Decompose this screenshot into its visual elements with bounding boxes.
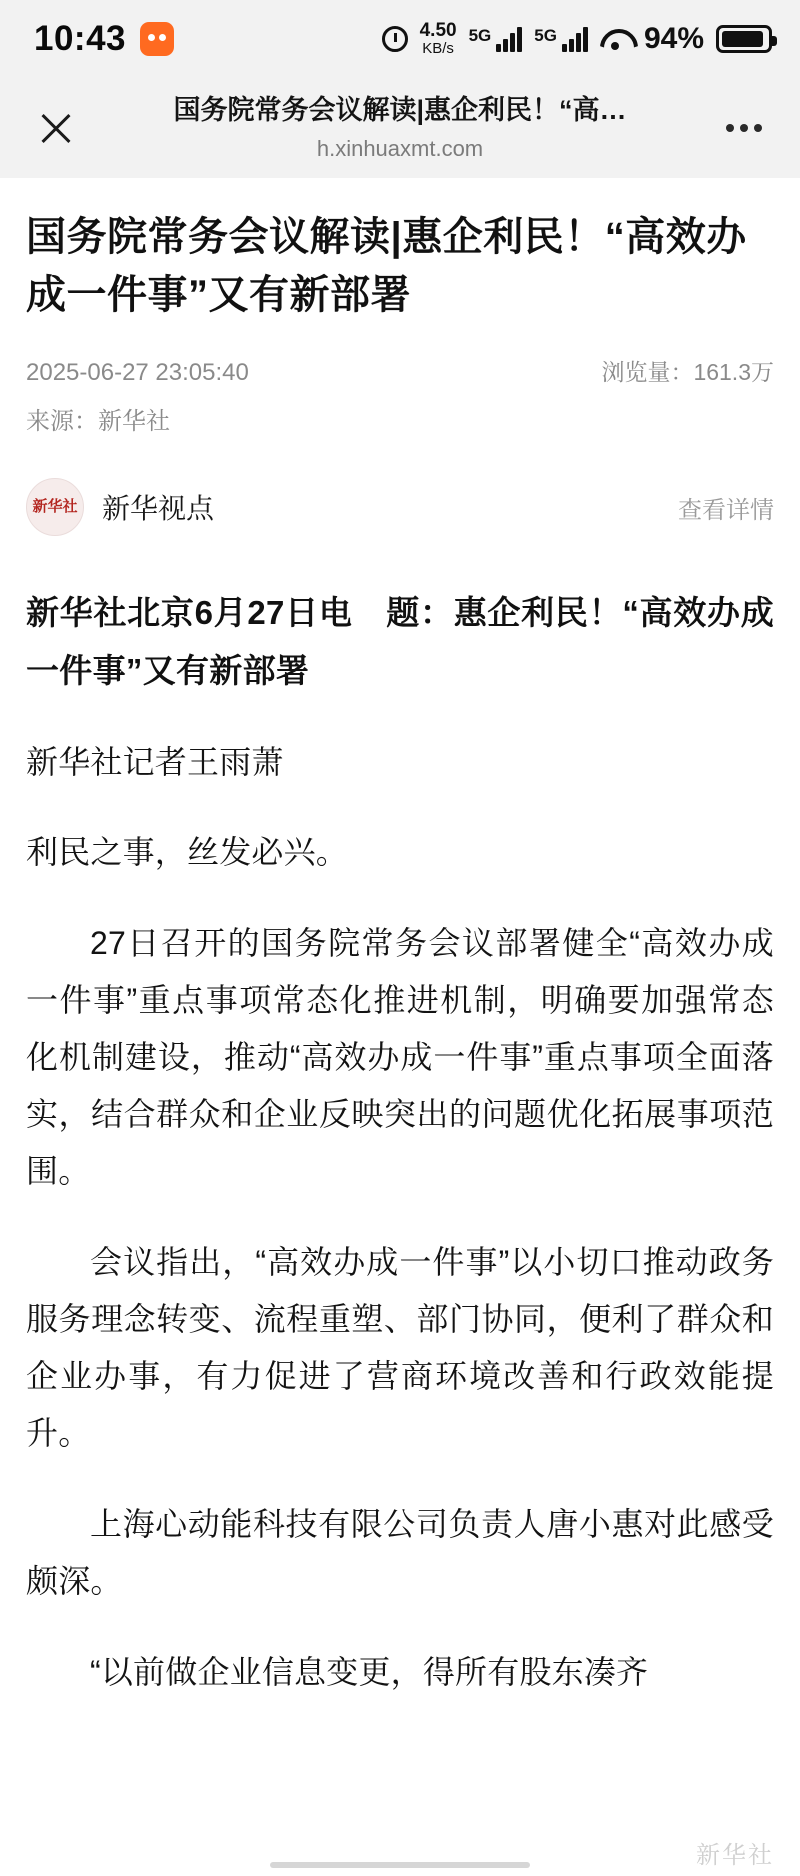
xinhua-logo-icon bbox=[26, 478, 84, 536]
page-title: 国务院常务会议解读|惠企利民！“高… bbox=[173, 95, 627, 126]
status-bar-left bbox=[34, 19, 174, 59]
article-paragraph: 新华社记者王雨萧 bbox=[26, 743, 284, 780]
source-label: 来源： bbox=[26, 408, 98, 435]
signal-indicator-1 bbox=[469, 26, 523, 52]
account-name: 新华视点 bbox=[102, 493, 215, 524]
article-container[interactable] bbox=[0, 178, 800, 1876]
view-count-label: 浏览量： bbox=[601, 359, 694, 385]
page-host: h.xinhuaxmt.com bbox=[316, 135, 484, 161]
article-body bbox=[26, 584, 774, 1701]
wifi-icon bbox=[600, 27, 630, 51]
network-speed-unit: KB/s bbox=[422, 40, 454, 58]
network-speed bbox=[420, 21, 457, 57]
close-icon[interactable] bbox=[26, 98, 86, 158]
battery-fill bbox=[722, 31, 763, 47]
signal-1-label: 5G bbox=[468, 26, 492, 45]
article-paragraph: 27日召开的国务院常务会议部署健全“高效办成一件事”重点事项常态化推进机制，明确要加强常态化机制建设，推动“高效办成一件事”重点事项全面落实，结合群众和企业反映突出的问题优化拓展事项范围。 bbox=[26, 925, 774, 1190]
account-detail-link[interactable]: 查看详情 bbox=[678, 496, 774, 524]
article-paragraph: 上海心动能科技有限公司负责人唐小惠对此感受颇深。 bbox=[26, 1505, 774, 1599]
source-watermark: 新华社 bbox=[696, 1842, 774, 1869]
account-card[interactable] bbox=[26, 478, 774, 536]
network-speed-value: 4.50 bbox=[419, 20, 457, 42]
home-indicator bbox=[270, 1862, 530, 1868]
view-count-value: 161.3万 bbox=[693, 359, 774, 385]
article-paragraph: “以前做企业信息变更，得所有股东凑齐 bbox=[90, 1653, 649, 1690]
article-source bbox=[26, 401, 774, 436]
article-lead: 新华社北京6月27日电 题：惠企利民！“高效办成一件事”又有新部署 bbox=[26, 594, 774, 689]
browser-title-block bbox=[86, 94, 714, 161]
publish-time: 2025-06-27 23:05:40 bbox=[26, 359, 249, 386]
status-clock: 10:43 bbox=[34, 19, 127, 58]
signal-bars-2 bbox=[562, 26, 588, 52]
article-paragraph: 会议指出，“高效办成一件事”以小切口推动政务服务理念转变、流程重塑、部门协同，便利了群众和企业办事，有力促进了营商环境改善和行政效能提升。 bbox=[26, 1244, 774, 1452]
battery-percent: 94% bbox=[643, 22, 704, 55]
view-count bbox=[601, 354, 774, 387]
account-info bbox=[26, 478, 214, 536]
signal-indicator-2 bbox=[534, 26, 588, 52]
status-bar bbox=[0, 0, 800, 78]
browser-header bbox=[0, 78, 800, 178]
account-logo-text: 新华社 bbox=[32, 498, 78, 515]
battery-icon bbox=[716, 25, 772, 53]
status-bar-right bbox=[382, 21, 772, 57]
signal-bars-1 bbox=[496, 26, 522, 52]
article-headline: 国务院常务会议解读|惠企利民！“高效办成一件事”又有新部署 bbox=[26, 215, 747, 317]
source-value: 新华社 bbox=[98, 408, 170, 435]
more-options-icon[interactable] bbox=[714, 98, 774, 158]
article-meta-row bbox=[26, 354, 774, 387]
signal-2-label: 5G bbox=[534, 26, 557, 45]
orange-app-icon bbox=[140, 22, 174, 56]
article-paragraph: 利民之事，丝发必兴。 bbox=[26, 834, 349, 871]
alarm-icon bbox=[382, 26, 408, 52]
